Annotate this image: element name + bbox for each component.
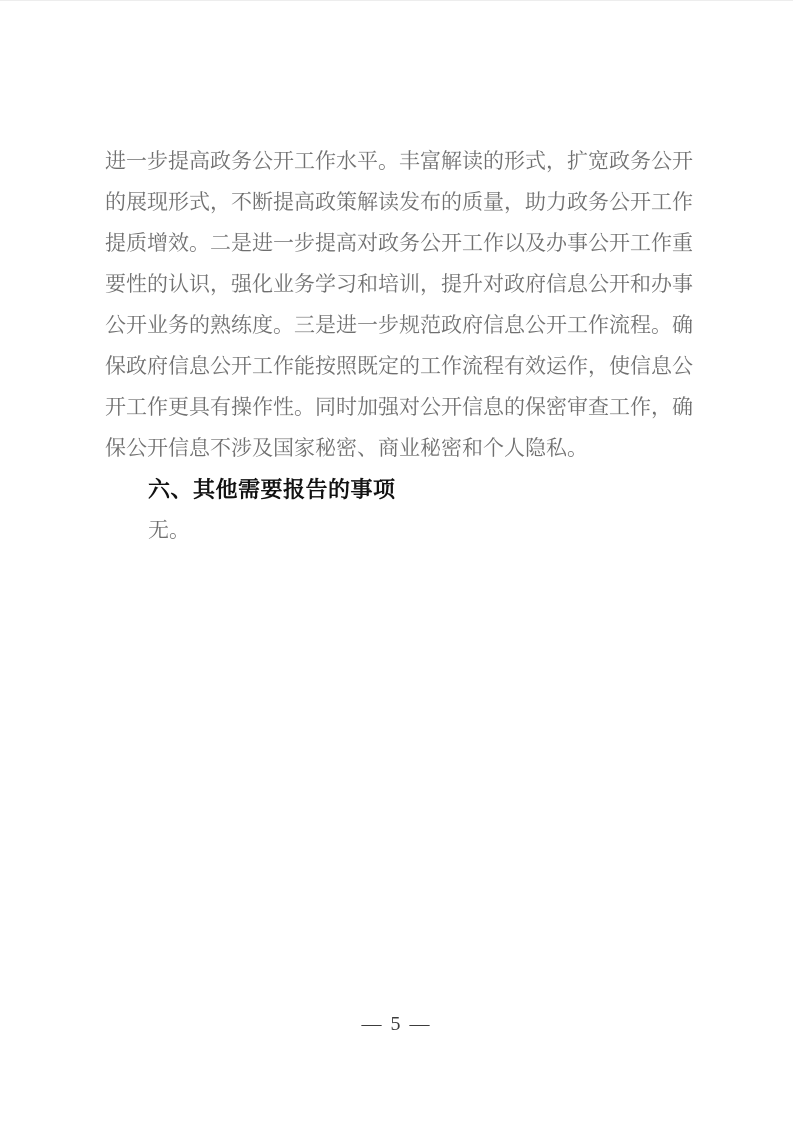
section-heading: 六、其他需要报告的事项 — [148, 477, 396, 502]
section-body-text: 无。 — [148, 518, 190, 542]
paragraph-line: 保政府信息公开工作能按照既定的工作流程有效运作，使信息公 — [105, 354, 693, 378]
paragraph-line: 公开业务的熟练度。三是进一步规范政府信息公开工作流程。确 — [105, 313, 693, 337]
paragraph-line: 开工作更具有操作性。同时加强对公开信息的保密审查工作，确 — [105, 395, 693, 419]
paragraph-line: 提质增效。二是进一步提高对政务公开工作以及办事公开工作重 — [105, 231, 693, 255]
paragraph-line: 保公开信息不涉及国家秘密、商业秘密和个人隐私。 — [105, 436, 588, 460]
paragraph-line: 要性的认识，强化业务学习和培训，提升对政府信息公开和办事 — [105, 272, 693, 296]
page-number: — 5 — — [361, 1013, 432, 1035]
paragraph-line: 进一步提高政务公开工作水平。丰富解读的形式，扩宽政务公开 — [105, 149, 693, 173]
page-content — [105, 141, 693, 551]
paragraph-line: 的展现形式，不断提高政策解读发布的质量，助力政务公开工作 — [105, 190, 693, 214]
